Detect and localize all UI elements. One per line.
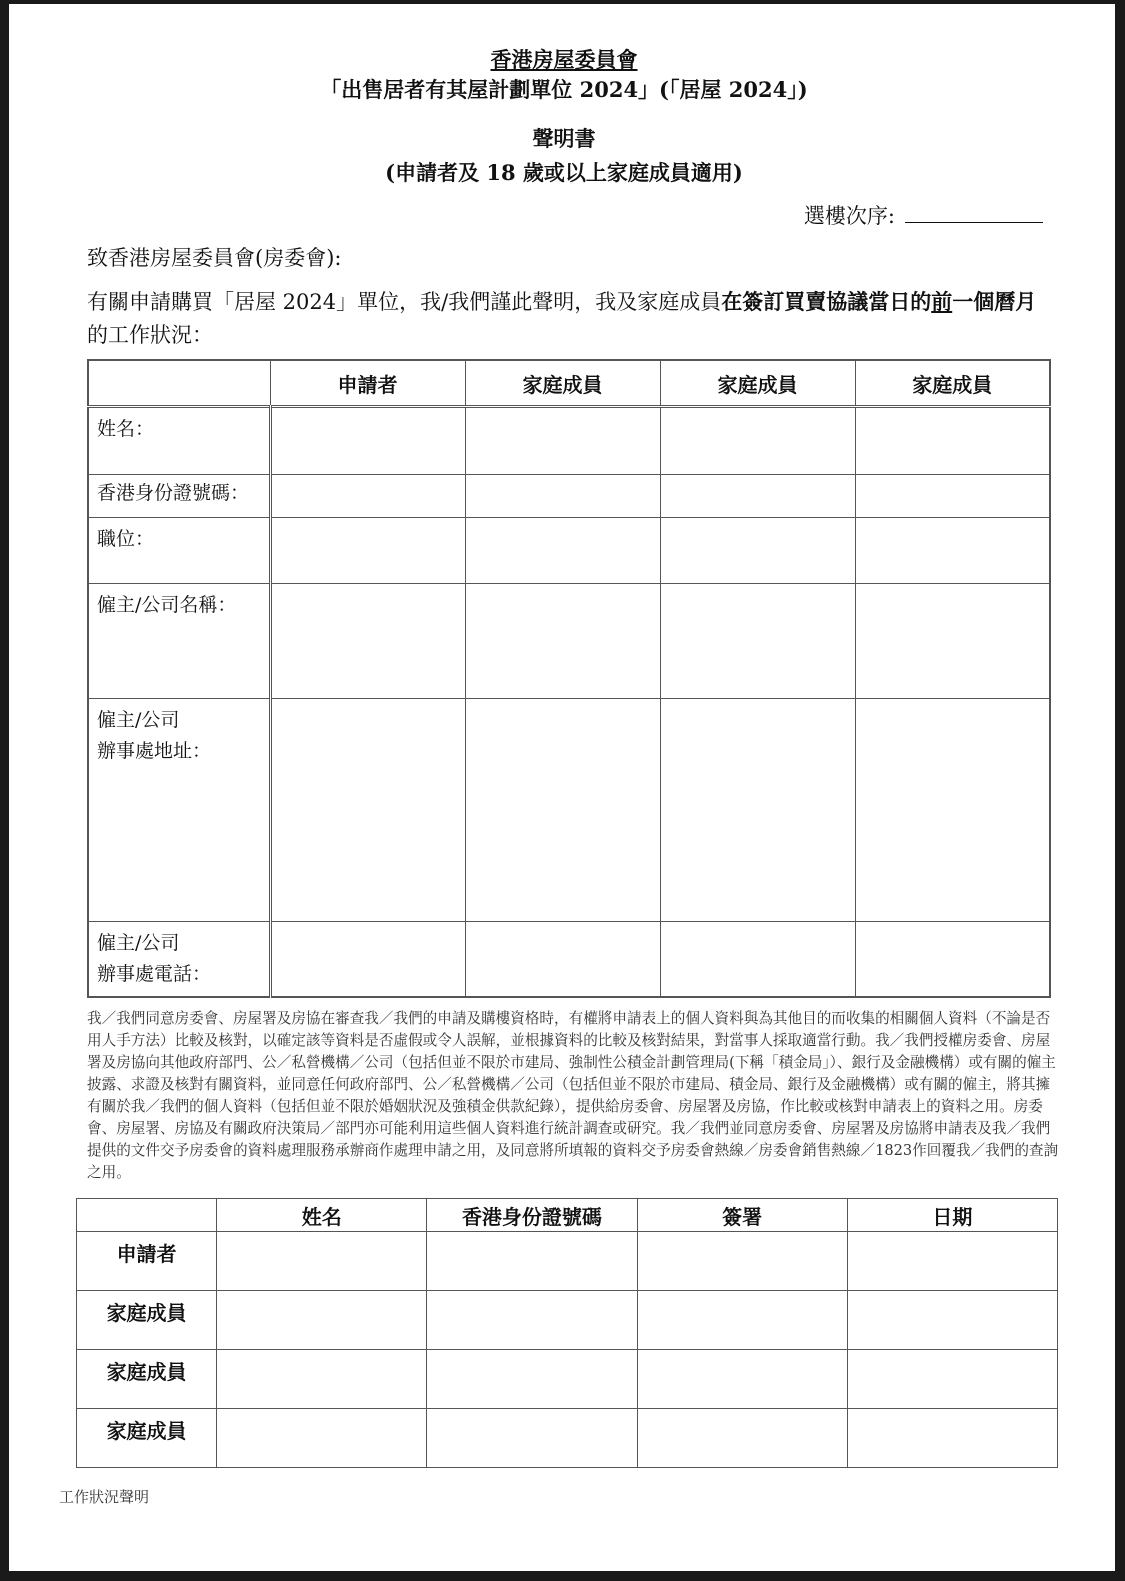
statement-paragraph bbox=[87, 285, 1057, 352]
input-cell[interactable] bbox=[855, 475, 1050, 518]
input-cell[interactable] bbox=[660, 922, 855, 998]
column-header: 簽署 bbox=[637, 1199, 847, 1232]
document-title: 聲明書 bbox=[532, 126, 596, 151]
employment-table bbox=[87, 359, 1051, 998]
header-blank-cell bbox=[77, 1199, 217, 1232]
input-cell[interactable] bbox=[217, 1291, 427, 1350]
date-cell[interactable] bbox=[847, 1232, 1057, 1291]
input-cell[interactable] bbox=[855, 922, 1050, 998]
row-label: 申請者 bbox=[77, 1232, 217, 1291]
input-cell[interactable] bbox=[217, 1232, 427, 1291]
input-cell[interactable] bbox=[270, 584, 465, 699]
table-row bbox=[88, 584, 1050, 699]
input-cell[interactable] bbox=[660, 518, 855, 584]
input-cell[interactable] bbox=[465, 407, 660, 475]
statement-text: 有關申請購買「居屋 2024」單位，我/我們謹此聲明，我及家庭成員 bbox=[87, 290, 722, 314]
consent-paragraph: 我／我們同意房委會、房屋署及房協在審查我／我們的申請及購樓資格時，有權將申請表上的個人資料與為其他目的而收集的相關個人資料（不論是否用人手方法）比較及核對，以確定該等資料是否虛假或令人誤解，並根據資料的比較及核對結果，對當事人採取適當行動。我／我們授權房委會、房屋署及房協向其他政府部門、公／私營機構／公司（包括但並不限於市建局、強制性公積金計劃管理局(下稱「積金局」）、銀行及金融機構）或有關的僱主披露、求證及核對有關資料，並同意任何政府部門、公／私營機構／公司（包括但並不限於市建局、積金局、銀行及金融機構）或有關的僱主，將其擁有關於我／我們的個人資料（包括但並不限於婚姻狀況及強積金供款紀錄），提供給房委會、房屋署及房協，作比較或核對申請表上的資料之用。房委會、房屋署、房協及有關政府決策局／部門亦可能利用這些個人資料進行統計調查或研究。我／我們並同意房委會、房屋署及房協將申請表及我／我們提供的文件交予房委會的資料處理服務承辦商作處理申請之用，及同意將所填報的資料交予房委會熱線／房委會銷售熱線／1823作回覆我／我們的查詢之用。 bbox=[87, 1010, 1059, 1181]
input-cell[interactable] bbox=[270, 407, 465, 475]
org-title: 香港房屋委員會 bbox=[490, 47, 638, 72]
input-cell[interactable] bbox=[855, 699, 1050, 922]
signature-cell[interactable] bbox=[637, 1291, 847, 1350]
date-cell[interactable] bbox=[847, 1291, 1057, 1350]
input-cell[interactable] bbox=[217, 1350, 427, 1409]
column-header: 日期 bbox=[847, 1199, 1057, 1232]
row-label: 僱主/公司 辦事處電話： bbox=[88, 922, 270, 998]
employment-header-row bbox=[88, 360, 1050, 407]
row-label: 僱主/公司名稱： bbox=[88, 584, 270, 699]
table-row bbox=[77, 1291, 1058, 1350]
input-cell[interactable] bbox=[660, 699, 855, 922]
input-cell[interactable] bbox=[465, 584, 660, 699]
signature-cell[interactable] bbox=[637, 1350, 847, 1409]
statement-bold-text: 在簽訂買賣協議當日的 bbox=[721, 289, 932, 314]
table-row bbox=[88, 922, 1050, 998]
row-label: 姓名： bbox=[88, 407, 270, 475]
selection-order bbox=[804, 200, 1043, 230]
input-cell[interactable] bbox=[465, 475, 660, 518]
selection-order-field[interactable] bbox=[905, 204, 1043, 223]
header-blank-cell bbox=[88, 360, 270, 407]
scheme-title: 「出售居者有其屋計劃單位 2024」(「居屋 2024」) bbox=[320, 77, 808, 102]
table-row bbox=[88, 407, 1050, 475]
table-row bbox=[77, 1232, 1058, 1291]
input-cell[interactable] bbox=[855, 584, 1050, 699]
signature-header-row bbox=[77, 1199, 1058, 1232]
footer-label: 工作狀況聲明 bbox=[59, 1488, 150, 1506]
column-header: 家庭成員 bbox=[855, 360, 1050, 407]
column-header: 家庭成員 bbox=[465, 360, 660, 407]
table-row bbox=[88, 699, 1050, 922]
row-label: 僱主/公司 辦事處地址： bbox=[88, 699, 270, 922]
input-cell[interactable] bbox=[270, 922, 465, 998]
signature-cell[interactable] bbox=[637, 1409, 847, 1468]
salutation: 致香港房屋委員會(房委會): bbox=[87, 246, 342, 270]
input-cell[interactable] bbox=[427, 1350, 637, 1409]
row-label: 家庭成員 bbox=[77, 1409, 217, 1468]
selection-order-label: 選樓次序: bbox=[803, 204, 895, 228]
input-cell[interactable] bbox=[427, 1291, 637, 1350]
input-cell[interactable] bbox=[465, 922, 660, 998]
row-label: 香港身份證號碼： bbox=[88, 475, 270, 518]
input-cell[interactable] bbox=[465, 699, 660, 922]
input-cell[interactable] bbox=[660, 475, 855, 518]
date-cell[interactable] bbox=[847, 1350, 1057, 1409]
table-row bbox=[77, 1409, 1058, 1468]
column-header: 申請者 bbox=[270, 360, 465, 407]
signature-cell[interactable] bbox=[637, 1232, 847, 1291]
table-row bbox=[88, 475, 1050, 518]
input-cell[interactable] bbox=[465, 518, 660, 584]
form-page bbox=[9, 4, 1115, 1571]
input-cell[interactable] bbox=[217, 1409, 427, 1468]
row-label: 職位： bbox=[88, 518, 270, 584]
input-cell[interactable] bbox=[855, 518, 1050, 584]
input-cell[interactable] bbox=[427, 1409, 637, 1468]
signature-table bbox=[76, 1198, 1058, 1468]
input-cell[interactable] bbox=[660, 584, 855, 699]
column-header: 家庭成員 bbox=[660, 360, 855, 407]
input-cell[interactable] bbox=[427, 1232, 637, 1291]
row-label: 家庭成員 bbox=[77, 1350, 217, 1409]
statement-text-end: 的工作狀況： bbox=[87, 323, 213, 347]
input-cell[interactable] bbox=[270, 475, 465, 518]
statement-bold-text-2: 一個曆月 bbox=[952, 289, 1037, 314]
table-row bbox=[88, 518, 1050, 584]
row-label: 家庭成員 bbox=[77, 1291, 217, 1350]
input-cell[interactable] bbox=[270, 518, 465, 584]
column-header: 姓名 bbox=[217, 1199, 427, 1232]
statement-underlined-text: 前 bbox=[931, 289, 953, 314]
input-cell[interactable] bbox=[855, 407, 1050, 475]
input-cell[interactable] bbox=[270, 699, 465, 922]
date-cell[interactable] bbox=[847, 1409, 1057, 1468]
document-subtitle: (申請者及 18 歲或以上家庭成員適用) bbox=[385, 160, 743, 185]
table-row bbox=[77, 1350, 1058, 1409]
input-cell[interactable] bbox=[660, 407, 855, 475]
column-header: 香港身份證號碼 bbox=[427, 1199, 637, 1232]
